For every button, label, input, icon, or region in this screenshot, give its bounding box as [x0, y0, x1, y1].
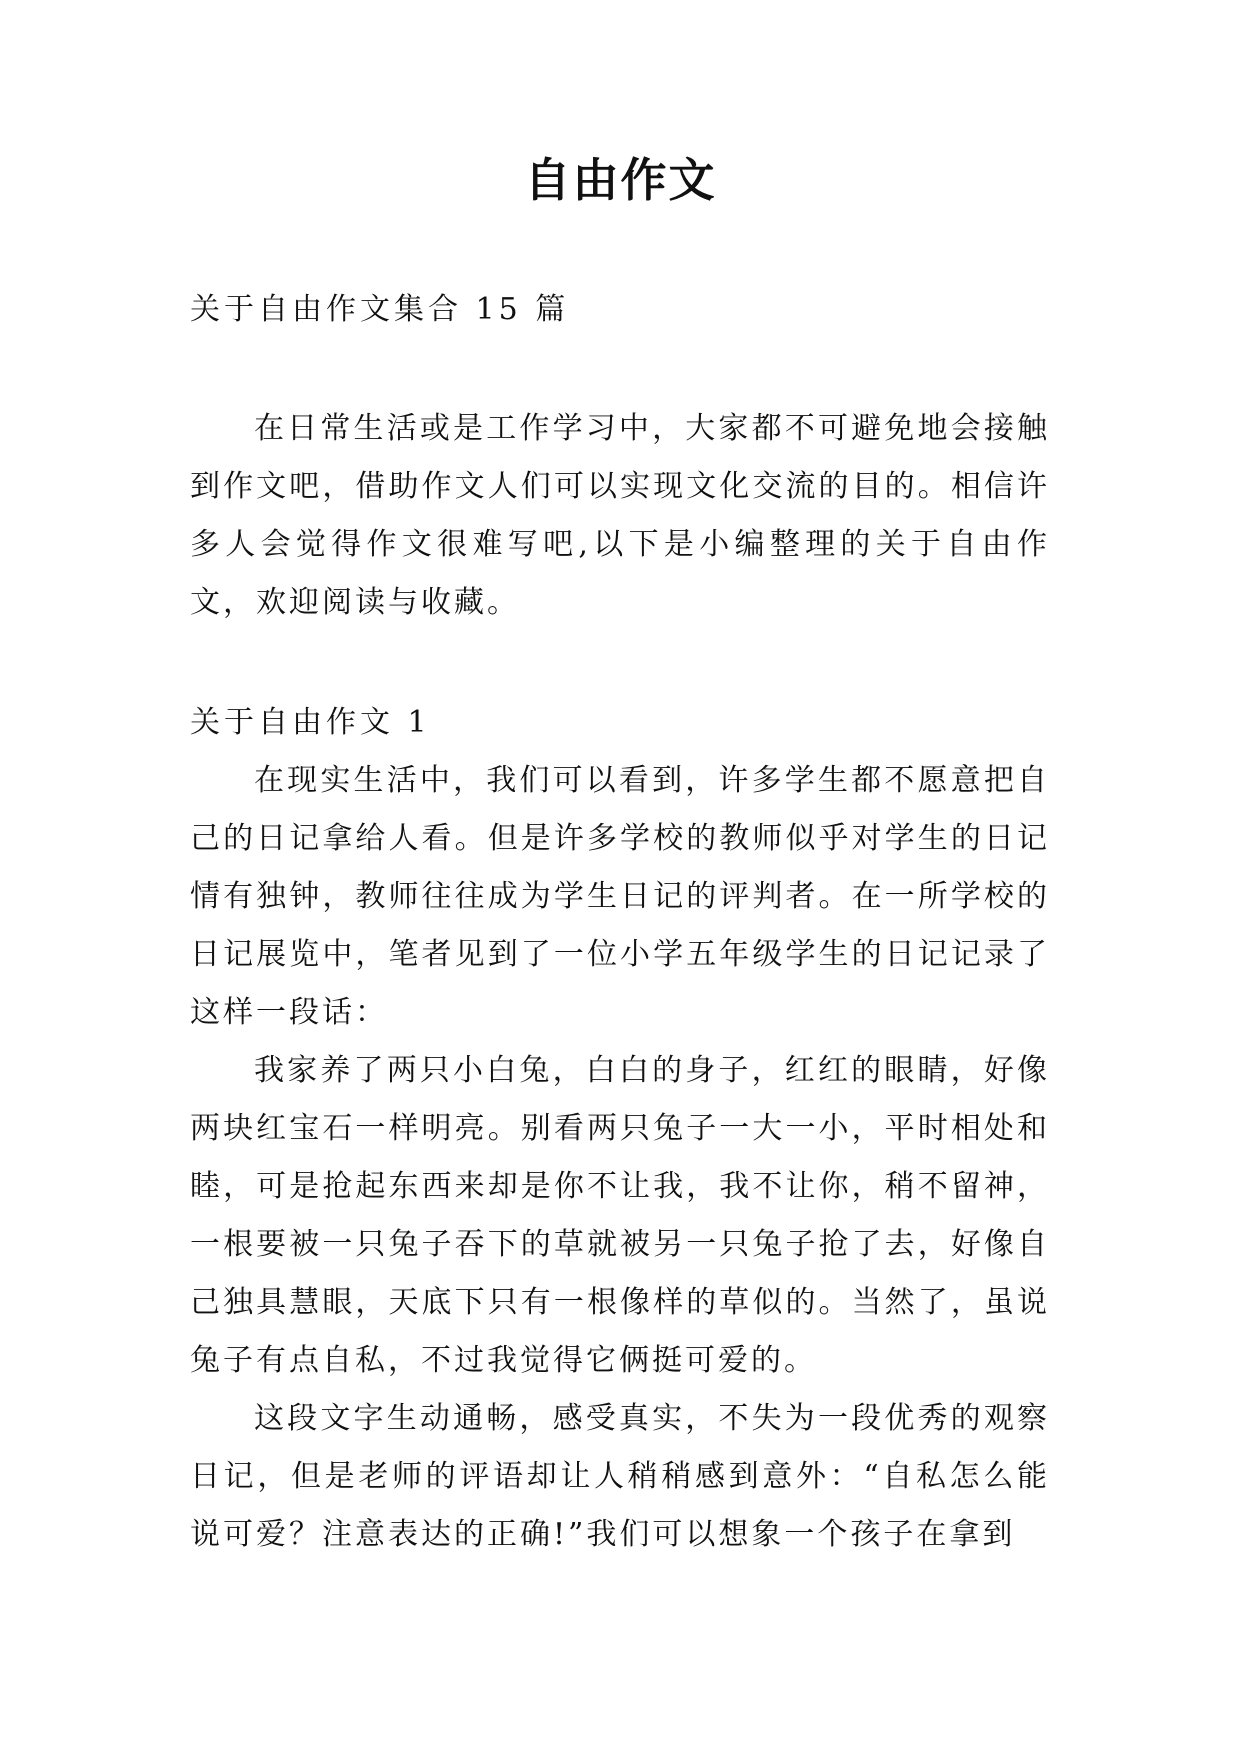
intro-section	[190, 400, 1050, 632]
body-paragraph: 这段文字生动通畅，感受真实，不失为一段优秀的观察日记，但是老师的评语却让人稍稍感到意外：“自私怎么能说可爱？注意表达的正确!”我们可以想象一个孩子在拿到	[190, 1401, 1050, 1552]
section-heading: 关于自由作文 1	[190, 705, 431, 740]
body-paragraph: 我家养了两只小白兔，白白的身子，红红的眼睛，好像两块红宝石一样明亮。别看两只兔子一大一小，平时相处和睦，可是抢起东西来却是你不让我，我不让你，稍不留神，一根要被一只兔子吞下的草就被另一只兔子抢了去，好像自己独具慧眼，天底下只有一根像样的草似的。当然了，虽说兔子有点自私，不过我觉得它俩挺可爱的。	[190, 1053, 1050, 1378]
document-subtitle: 关于自由作文集合 15 篇	[190, 292, 570, 327]
document-title: 自由作文	[524, 153, 717, 207]
body-paragraph: 在现实生活中，我们可以看到，许多学生都不愿意把自己的日记拿给人看。但是许多学校的教师似乎对学生的日记情有独钟，教师往往成为学生日记的评判者。在一所学校的日记展览中，笔者见到了一位小学五年级学生的日记记录了这样一段话：	[190, 763, 1050, 1030]
article-section	[190, 694, 1050, 1564]
intro-paragraph: 在日常生活或是工作学习中，大家都不可避免地会接触到作文吧，借助作文人们可以实现文化交流的目的。相信许多人会觉得作文很难写吧,以下是小编整理的关于自由作文，欢迎阅读与收藏。	[190, 411, 1050, 620]
